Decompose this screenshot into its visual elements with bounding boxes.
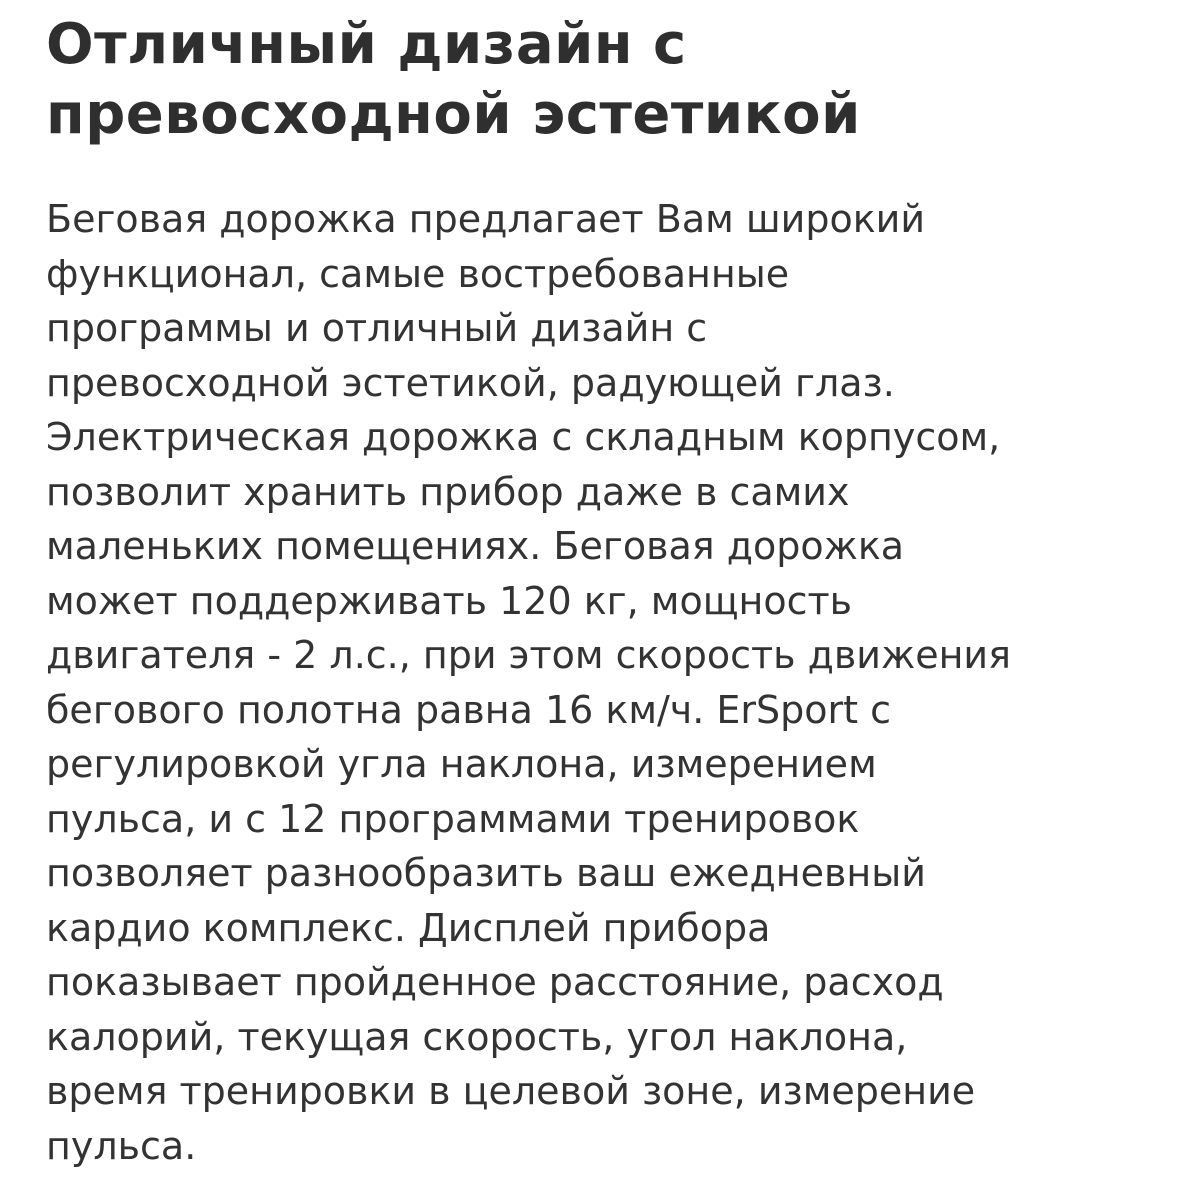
paragraph-line: показывает пройденное расстояние, расход xyxy=(46,960,944,1004)
heading-line: Отличный дизайн с xyxy=(46,12,687,77)
paragraph-line: Беговая дорожка предлагает Вам широкий xyxy=(46,197,926,241)
paragraph-line: маленьких помещениях. Беговая дорожка xyxy=(46,524,905,568)
paragraph-line: может поддерживать 120 кг, мощность xyxy=(46,578,853,623)
paragraph-line: позволяет разнообразить ваш ежедневный xyxy=(46,851,926,895)
paragraph-line: пульса. xyxy=(46,1123,197,1168)
paragraph-line: программы и отличный дизайн с xyxy=(46,306,708,350)
paragraph-line: кардио комплекс. Дисплей прибора xyxy=(46,905,771,950)
description-paragraph xyxy=(46,192,1176,1173)
paragraph-line: калорий, текущая скорость, угол наклона, xyxy=(46,1014,908,1059)
paragraph-line: время тренировки в целевой зоне, измерение xyxy=(46,1069,976,1113)
paragraph-line: Электрическая дорожка с складным корпусом, xyxy=(46,415,1001,459)
paragraph-line: бегового полотна равна 16 км/ч. ErSport с xyxy=(46,687,892,732)
paragraph-line: двигателя - 2 л.с., при этом скорость движения xyxy=(46,633,1011,677)
section-heading xyxy=(46,0,1176,150)
heading-line: превосходной эстетикой xyxy=(46,82,861,147)
product-description-article xyxy=(46,0,1176,1173)
paragraph-line: позволит хранить прибор даже в самих xyxy=(46,469,850,514)
paragraph-line: регулировкой угла наклона, измерением xyxy=(46,742,877,786)
paragraph-line: пульса, и с 12 программами тренировок xyxy=(46,796,860,841)
paragraph-line: функционал, самые востребованные xyxy=(46,251,790,296)
paragraph-line: превосходной эстетикой, радующей глаз. xyxy=(46,360,895,405)
